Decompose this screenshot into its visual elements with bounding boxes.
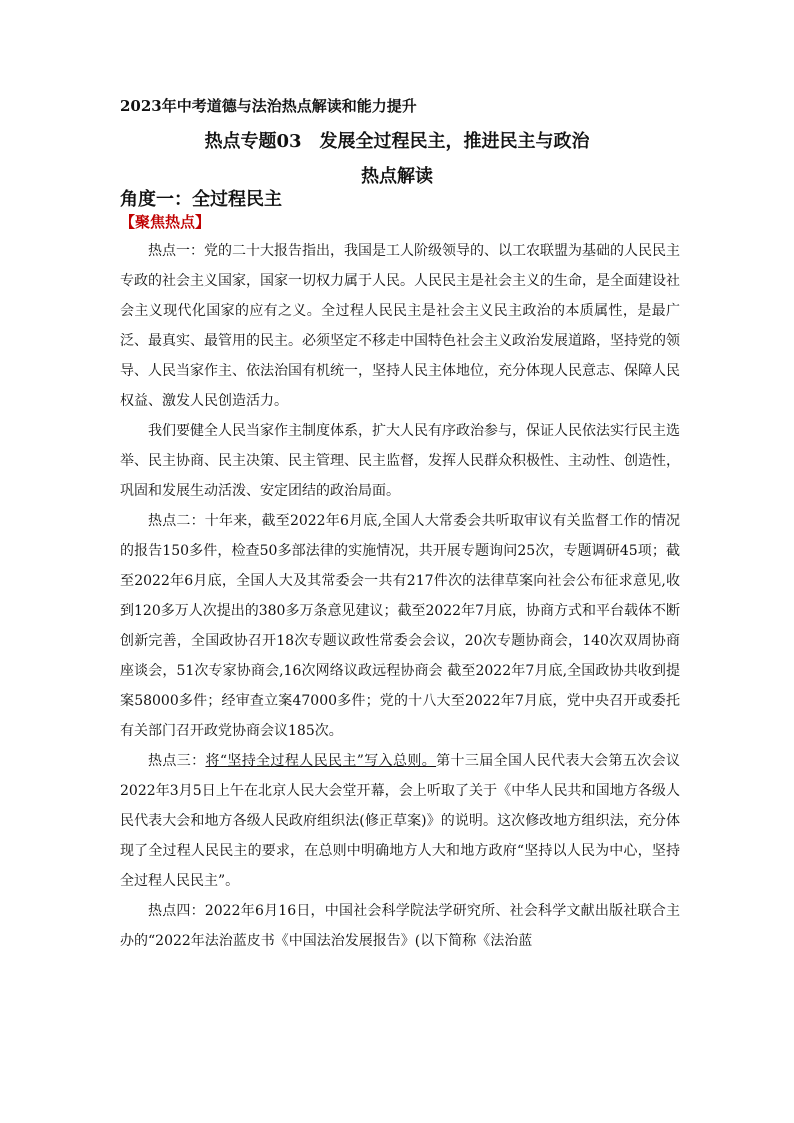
focus-tag: 【聚焦热点】 bbox=[120, 213, 211, 231]
paragraph-hotspot-3-prefix: 热点三： bbox=[148, 753, 206, 769]
paragraph-hotspot-3-underlined: 将“坚持全过程人民民主”写入总则。 bbox=[205, 753, 437, 769]
topic-title: 热点专题03 发展全过程民主，推进民主与政治 bbox=[204, 131, 590, 152]
paragraph-hotspot-3 bbox=[120, 746, 680, 896]
paragraph-hotspot-3-rest: 第十三届全国人民代表大会第五次会议2022年3月5日上午在北京人民大会堂开幕，会上听取了关于《中华人民共和国地方各级人民代表大会和地方各级人民政府组织法(修正草案)》的说明。这次修改地方组织法，充分体现了全过程人民民主的要求，在总则中明确地方人大和地方政府“坚持以人民为中心，坚持全过程人民民主”。 bbox=[120, 753, 681, 889]
paragraph-hotspot-4: 热点四：2022年6月16日，中国社会科学院法学研究所、社会科学文献出版社联合主办的“2022年法治蓝皮书《中国法治发展报告》(以下简称《法治蓝 bbox=[120, 903, 680, 949]
angle-title: 角度一：全过程民主 bbox=[120, 189, 282, 210]
document-title: 2023年中考道德与法治热点解读和能力提升 bbox=[120, 97, 417, 115]
paragraph-hotspot-2: 热点二：十年来，截至2022年6月底,全国人大常委会共听取审议有关监督工作的情况的报告150多件，检查50多部法律的实施情况，共开展专题询问25次，专题调研45项；截至2022年6月底，全国人大及其常委会一共有217件次的法律草案向社会公布征求意见,收到120多万人次提出的380多万条意见建议；截至2022年7月底，协商方式和平台载体不断创新完善，全国政协召开18次专题议政性常委会会议，20次专题协商会，140次双周协商座谈会，51次专家协商会,16次网络议政远程协商会 截至2022年7月底,全国政协共收到提案58000多件；经审查立案47000多件；党的十八大至2022年7月底，党中央召开或委托有关部门召开政党协商会议185次。 bbox=[120, 513, 680, 739]
document-body bbox=[120, 236, 680, 956]
paragraph-hotspot-1: 热点一：党的二十大报告指出，我国是工人阶级领导的、以工农联盟为基础的人民民主专政的社会主义国家，国家一切权力属于人民。人民民主是社会主义的生命，是全面建设社会主义现代化国家的应有之义。全过程人民民主是社会主义民主政治的本质属性，是最广泛、最真实、最管用的民主。必须坚定不移走中国特色社会主义政治发展道路，坚持党的领导、人民当家作主、依法治国有机统一，坚持人民主体地位，充分体现人民意志、保障人民权益、激发人民创造活力。 bbox=[120, 243, 680, 409]
paragraph-hotspot-1-cont: 我们要健全人民当家作主制度体系，扩大人民有序政治参与，保证人民依法实行民主选举、民主协商、民主决策、民主管理、民主监督，发挥人民群众积极性、主动性、创造性，巩固和发展生动活泼、安定团结的政治局面。 bbox=[120, 423, 680, 499]
section-title: 热点解读 bbox=[361, 166, 433, 187]
